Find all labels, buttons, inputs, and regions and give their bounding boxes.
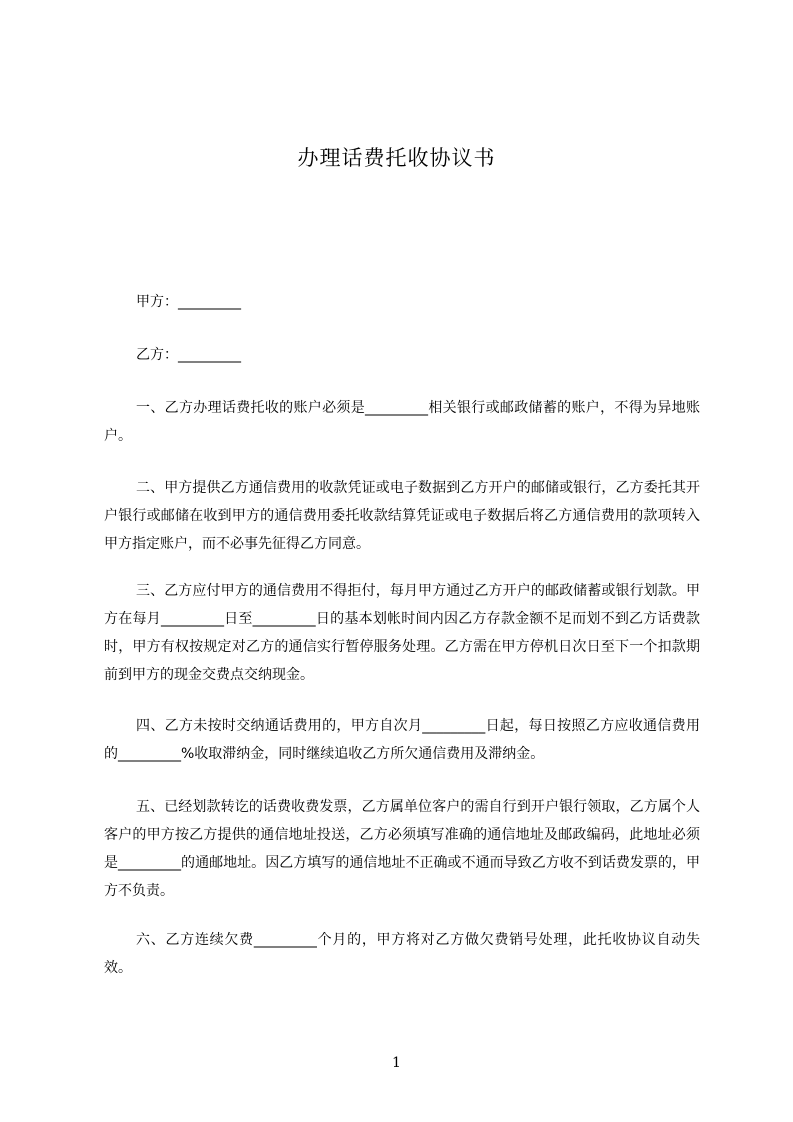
party-a-line: 甲方：_________ [136, 294, 241, 310]
clause-6: 六、乙方连续欠费_________个月的，甲方将对乙方做欠费销号处理，此托收协议自动失效。 [104, 932, 700, 976]
page-number: 1 [392, 1055, 401, 1071]
clause-5: 五、已经划款转讫的话费收费发票，乙方属单位客户的需自行到开户银行领取，乙方属个人客户的甲方按乙方提供的通信地址投送，乙方必须填写准确的通信地址及邮政编码，此地址必须是_________的通邮地址。因乙方填写的通信地址不正确或不通而导致乙方收不到话费发票的，甲方不负责。 [104, 799, 700, 899]
clause-2: 二、甲方提供乙方通信费用的收款凭证或电子数据到乙方开户的邮储或银行，乙方委托其开户银行或邮储在收到甲方的通信费用委托收款结算凭证或电子数据后将乙方通信费用的款项转入甲方指定账户，而不必事先征得乙方同意。 [104, 480, 700, 552]
party-b-line: 乙方：_________ [136, 347, 241, 363]
document-title: 办理话费托收协议书 [297, 146, 496, 170]
clause-3: 三、乙方应付甲方的通信费用不得拒付，每月甲方通过乙方开户的邮政储蓄或银行划款。甲方在每月_________日至_________日的基本划帐时间内因乙方存款金额不足而划不到乙方话费款时，甲方有权按规定对乙方的通信实行暂停服务处理。乙方需在甲方停机日次日至下一个扣款期前到甲方的现金交费点交纳现金。 [104, 583, 700, 683]
clause-4: 四、乙方未按时交纳通话费用的，甲方自次月_________日起，每日按照乙方应收通信费用的_________%收取滞纳金，同时继续追收乙方所欠通信费用及滞纳金。 [104, 718, 700, 762]
clause-1: 一、乙方办理话费托收的账户必须是_________相关银行或邮政储蓄的账户，不得为异地账户。 [104, 400, 700, 444]
